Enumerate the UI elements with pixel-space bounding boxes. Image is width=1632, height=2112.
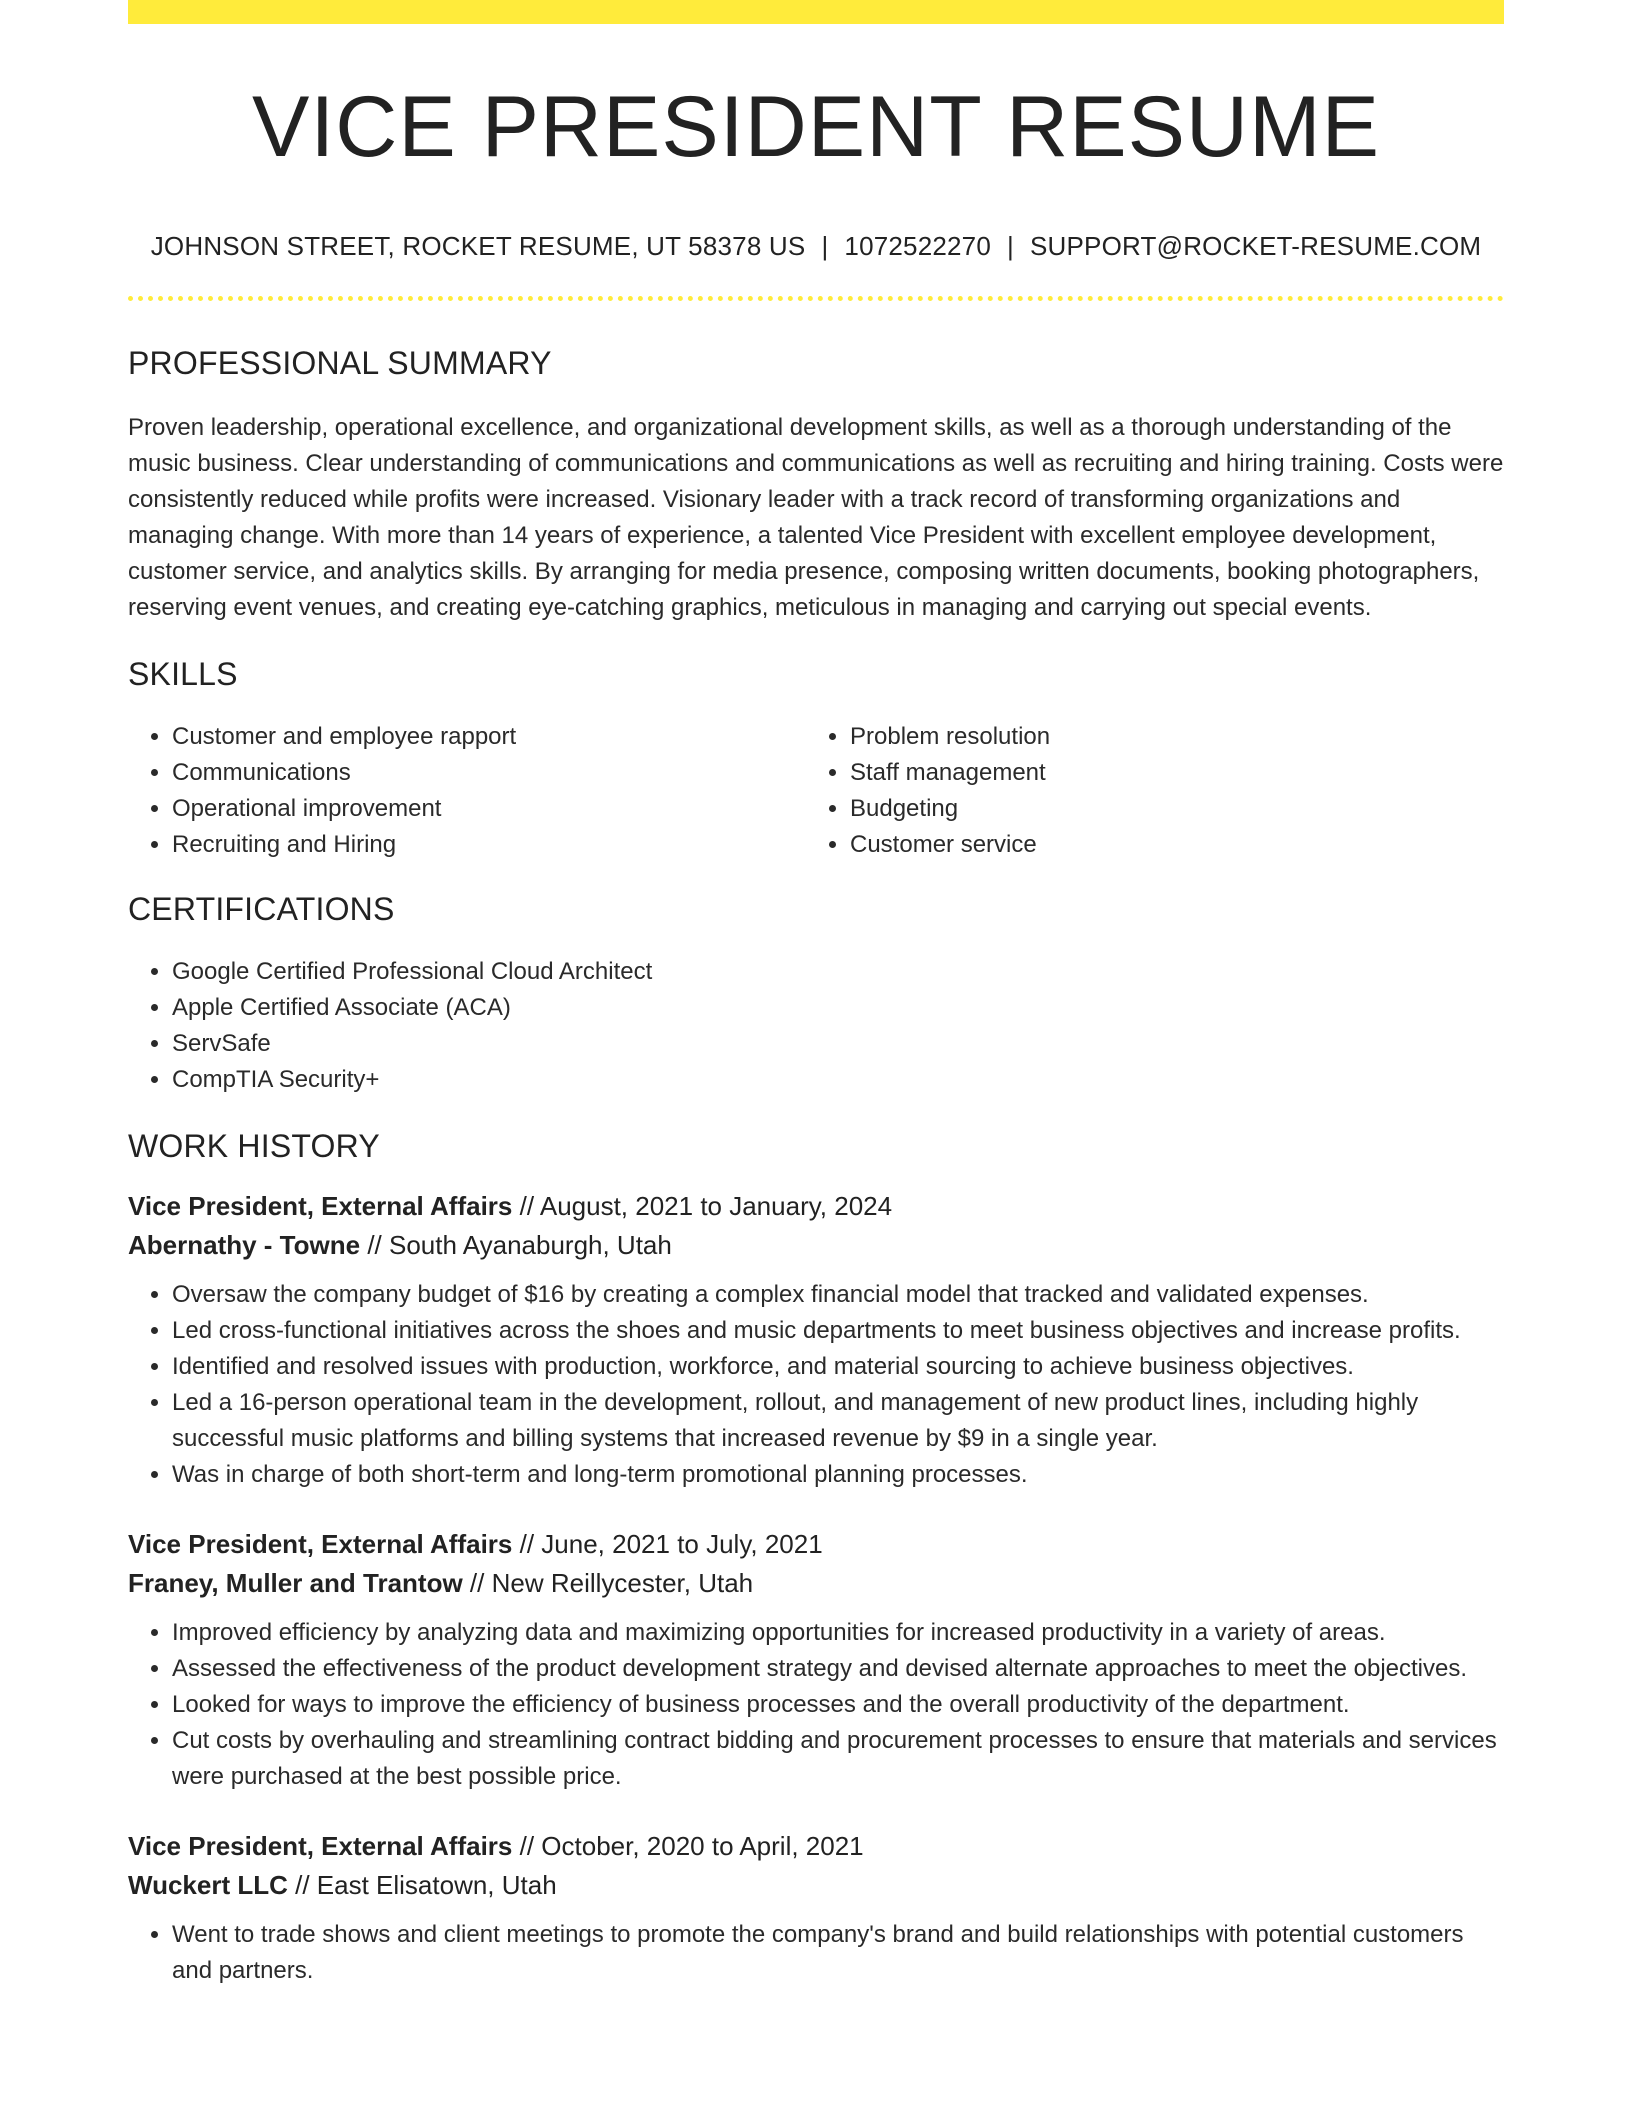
job-entry xyxy=(128,1187,1504,1493)
summary-text: Proven leadership, operational excellence, and organizational development skills, as well as a thorough understanding of the music business. Clear understanding of communications and communications as well as recruiting and hiring training. Costs were consistently reduced while profits were increased. Visionary leader with a track record of transforming organizations and managing change. With more than 14 years of experience, a talented Vice President with excellent employee development, customer service, and analytics skills. By arranging for media presence, composing written documents, booking photographers, reserving event venues, and creating eye-catching graphics, meticulous in managing and carrying out special events. xyxy=(128,413,1504,621)
job-company: Franey, Muller and Trantow xyxy=(128,1567,463,1598)
skills-heading: SKILLS xyxy=(128,655,238,692)
job-title: Vice President, External Affairs xyxy=(128,1528,513,1559)
job-title-line xyxy=(128,1187,1504,1226)
job-duty-item: • Cut costs by overhauling and streamlining contract bidding and procurement processes to ensure that materials and services were purchased at the best possible price. xyxy=(172,1723,1504,1795)
job-separator: // xyxy=(512,1190,540,1221)
job-entry xyxy=(128,1525,1504,1795)
job-duty-item: • Led cross-functional initiatives across the shoes and music departments to meet business objectives and increase profits. xyxy=(172,1313,1504,1349)
job-dates: June, 2021 to July, 2021 xyxy=(541,1528,823,1559)
job-separator: // xyxy=(462,1567,492,1598)
job-separator: // xyxy=(512,1830,542,1861)
certification-item: • CompTIA Security+ xyxy=(172,1062,1504,1098)
job-duty-item: • Looked for ways to improve the efficiency of business processes and the overall productivity of the department. xyxy=(172,1687,1504,1723)
certification-item: • ServSafe xyxy=(172,1026,1504,1062)
job-entry xyxy=(128,1827,1504,1989)
skill-item: • Operational improvement xyxy=(172,791,806,827)
contact-line xyxy=(128,231,1504,262)
skill-item: • Customer and employee rapport xyxy=(172,719,806,755)
skills-grid xyxy=(128,719,1504,863)
job-location: New Reillycester, Utah xyxy=(491,1567,754,1598)
resume-title: VICE PRESIDENT RESUME xyxy=(251,79,1381,175)
job-title: Vice President, External Affairs xyxy=(128,1830,513,1861)
summary-heading: PROFESSIONAL SUMMARY xyxy=(128,344,552,381)
job-location: East Elisatown, Utah xyxy=(316,1869,557,1900)
skill-item: • Problem resolution xyxy=(850,719,1484,755)
job-duty-item: • Oversaw the company budget of $16 by creating a complex financial model that tracked and validated expenses. xyxy=(172,1277,1504,1313)
skill-item: • Recruiting and Hiring xyxy=(172,827,806,863)
job-duty-item: • Assessed the effectiveness of the product development strategy and devised alternate approaches to meet the objectives. xyxy=(172,1651,1504,1687)
job-title-line xyxy=(128,1827,1504,1866)
job-duty-item: • Identified and resolved issues with production, workforce, and material sourcing to achieve business objectives. xyxy=(172,1349,1504,1385)
job-company-line xyxy=(128,1866,1504,1905)
job-separator: // xyxy=(287,1869,317,1900)
certification-item: • Apple Certified Associate (ACA) xyxy=(172,990,1504,1026)
skill-item: • Budgeting xyxy=(850,791,1484,827)
contact-address: JOHNSON STREET, ROCKET RESUME, UT 58378 US xyxy=(150,230,806,261)
job-duty-item: • Went to trade shows and client meetings to promote the company's brand and build relationships with potential customers and partners. xyxy=(172,1917,1504,1989)
job-company: Wuckert LLC xyxy=(128,1869,288,1900)
job-duties-list xyxy=(128,1615,1504,1795)
contact-separator: | xyxy=(1007,230,1014,261)
job-duty-item: • Was in charge of both short-term and long-term promotional planning processes. xyxy=(172,1457,1504,1493)
certifications-list xyxy=(128,954,1504,1098)
skills-column-right xyxy=(806,719,1484,863)
job-dates: August, 2021 to January, 2024 xyxy=(539,1190,893,1221)
skills-column-left xyxy=(128,719,806,863)
contact-separator: | xyxy=(821,230,829,261)
work-history-heading: WORK HISTORY xyxy=(128,1127,380,1164)
job-title: Vice President, External Affairs xyxy=(128,1190,513,1221)
job-separator: // xyxy=(360,1229,389,1260)
contact-phone: 1072522270 xyxy=(844,230,992,261)
certification-item: • Google Certified Professional Cloud Architect xyxy=(172,954,1504,990)
skill-item: • Customer service xyxy=(850,827,1484,863)
dotted-divider xyxy=(128,296,1504,301)
skill-item: • Staff management xyxy=(850,755,1484,791)
job-duties-list xyxy=(128,1277,1504,1493)
job-dates: October, 2020 to April, 2021 xyxy=(541,1830,864,1861)
resume-page xyxy=(128,0,1504,1989)
skill-item: • Communications xyxy=(172,755,806,791)
job-location: South Ayanaburgh, Utah xyxy=(389,1229,672,1260)
job-separator: // xyxy=(512,1528,542,1559)
job-company-line xyxy=(128,1564,1504,1603)
certifications-heading: CERTIFICATIONS xyxy=(128,890,395,927)
job-company-line xyxy=(128,1226,1504,1265)
job-duty-item: • Led a 16-person operational team in the development, rollout, and management of new product lines, including highly successful music platforms and billing systems that increased revenue by $9 in a single year. xyxy=(172,1385,1504,1457)
contact-email[interactable]: SUPPORT@ROCKET-RESUME.COM xyxy=(1029,230,1482,261)
job-duties-list xyxy=(128,1917,1504,1989)
job-company: Abernathy - Towne xyxy=(128,1229,361,1260)
job-duty-item: • Improved efficiency by analyzing data and maximizing opportunities for increased productivity in a variety of areas. xyxy=(172,1615,1504,1651)
accent-top-bar xyxy=(128,0,1504,24)
job-title-line xyxy=(128,1525,1504,1564)
